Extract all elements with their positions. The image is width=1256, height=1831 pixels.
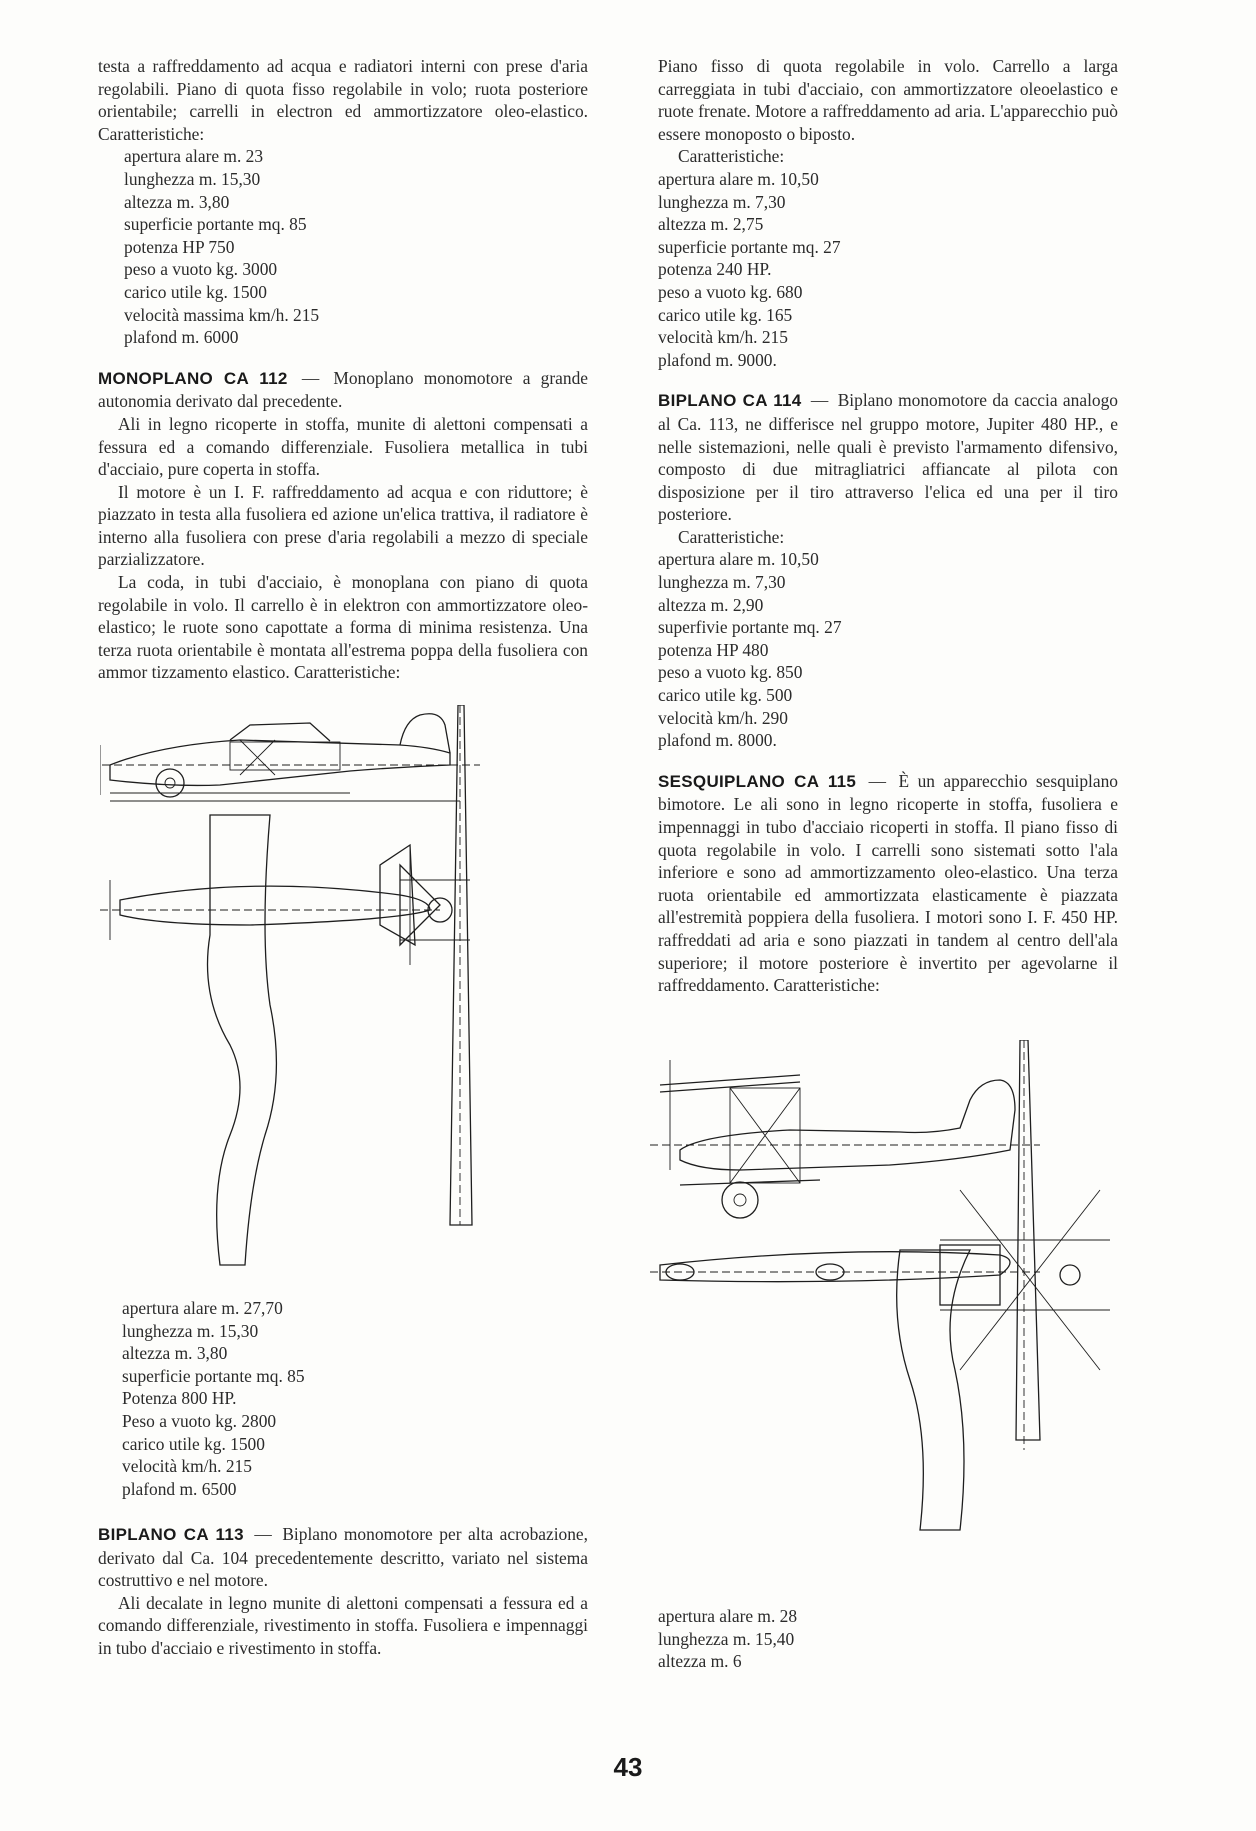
spec-item: plafond m. 9000. <box>658 349 777 370</box>
spec-item: plafond m. 8000. <box>658 730 777 751</box>
spec-item: carico utile kg. 500 <box>658 685 793 706</box>
ca112-heading-paragraph <box>98 367 588 413</box>
spec-item: lunghezza m. 7,30 <box>658 572 786 593</box>
spec-item: apertura alare m. 28 <box>658 1606 798 1626</box>
spec-item: carico utile kg. 165 <box>658 304 793 325</box>
spec-item: apertura alare m. 10,50 <box>658 168 819 189</box>
spec-item: apertura alare m. 23 <box>124 146 264 167</box>
ca112-drawing-svg <box>100 705 570 1285</box>
ca115-lead: È un apparecchio sesquiplano bimotore. Le ali sono in legno ricoperte in stoffa, fusoliera e impennaggi in tubo d'acciaio ricoperti in stoffa. Il piano fisso di quota regolabile in volo. I carrelli sono sistemati sotto l'ala inferiore e sono ad ammortizzamento oleo-elastico. Una terza ruota orientabile ed ammortizzata elasticamente è piazzata all'estremità poppiera della fusoliera. I motori sono I. F. 450 HP. raffreddati ad aria e sono piazzati in tandem al centro dell'ala superiore; il motore posteriore è invertito per agevolarne il raffreddamento. Caratteristiche: <box>658 770 1119 996</box>
spec-item: plafond m. 6500 <box>122 1478 237 1499</box>
side-view <box>100 714 480 801</box>
ca112-spec-list <box>122 1297 305 1500</box>
ca112-lead: Monoplano monomotore a grande autonomia derivato dal precedente. <box>98 367 588 412</box>
spec-item: altezza m. 3,80 <box>124 191 230 212</box>
spec-list-ca113 <box>658 168 1118 371</box>
dash: — <box>254 1524 272 1544</box>
ca114-heading-paragraph <box>658 389 1118 526</box>
ca115-spec-list <box>658 1605 797 1673</box>
spec-item: peso a vuoto kg. 680 <box>658 281 803 302</box>
ca115-heading-paragraph <box>658 770 1118 997</box>
spec-item: lunghezza m. 15,40 <box>658 1628 795 1649</box>
top-view <box>100 815 440 1265</box>
spec-item: potenza 240 HP. <box>658 259 772 280</box>
spec-item: superficie portante mq. 27 <box>658 236 841 257</box>
ca113-title: BIPLANO CA 113 <box>98 1525 244 1544</box>
right-intro-label: Caratteristiche: <box>678 146 785 167</box>
spec-item: superfivie portante mq. 27 <box>658 617 842 638</box>
spec-item: carico utile kg. 1500 <box>124 281 267 302</box>
dash: — <box>301 367 320 388</box>
ca112-paragraph-2: Il motore è un I. F. raffreddamento ad acqua e con riduttore; è piazzato in testa alla fusoliera ed azione un'elica trattiva, il radiatore è interno alla fusoliera con prese d'aria regolabili a mezzo di speciale parzializzatore. <box>98 481 588 570</box>
spec-item: altezza m. 2,75 <box>658 214 764 235</box>
side-view <box>650 1060 1040 1218</box>
left-column <box>98 55 588 684</box>
ca113-paragraph-1: Ali decalate in legno munite di alettoni compensati a fessura ed a comando differenziale, rivestimento in stoffa. Fusoliera e impennaggi in tubo d'acciaio e rivestimento in stoffa. <box>98 1592 588 1658</box>
spec-item: velocità massima km/h. 215 <box>124 304 320 325</box>
spec-item: lunghezza m. 7,30 <box>658 191 786 212</box>
ca114-title: BIPLANO CA 114 <box>658 391 802 411</box>
spec-item: superficie portante mq. 85 <box>124 214 307 235</box>
right-column <box>658 55 1118 997</box>
right-intro-paragraph: Piano fisso di quota regolabile in volo. Carrello a larga carreggiata in tubi d'acciaio, con ammortizzatore oleoelastico e ruote frenate. Motore a raffreddamento ad aria. L'apparecchio può essere monoposto o biposto. <box>658 56 1118 144</box>
ca112-paragraph-1: Ali in legno ricoperte in stoffa, munite di alettoni compensati a fessura ed a comando differenziale. Fusoliera metallica in tubi d'acciaio, pure coperta in stoffa. <box>98 413 588 480</box>
spec-item: altezza m. 2,90 <box>658 594 764 615</box>
ca113-lead: Biplano monomotore per alta acrobazione, derivato dal Ca. 104 precedentemente descritto, variato nel sistema costruttivo e nel motore. <box>98 1524 588 1591</box>
spec-item: altezza m. 3,80 <box>122 1343 228 1364</box>
dash: — <box>810 390 829 411</box>
ca112-three-view-drawing <box>100 705 570 1285</box>
ca115-specs <box>658 1605 797 1673</box>
ca112-specs <box>122 1297 305 1500</box>
spec-item: velocità km/h. 215 <box>658 327 788 348</box>
ca113-heading-paragraph <box>98 1523 588 1592</box>
spec-item: apertura alare m. 10,50 <box>658 549 819 570</box>
spec-item: peso a vuoto kg. 850 <box>658 662 803 683</box>
spec-item: carico utile kg. 1500 <box>122 1433 265 1454</box>
spec-item: peso a vuoto kg. 3000 <box>124 259 278 280</box>
spec-list-previous <box>98 145 588 348</box>
spec-item: superficie portante mq. 85 <box>122 1365 305 1386</box>
dash: — <box>868 770 887 791</box>
ca115-three-view-drawing <box>640 1040 1120 1580</box>
ca114-label: Caratteristiche: <box>678 526 785 547</box>
spec-item: apertura alare m. 27,70 <box>122 1298 283 1318</box>
spec-item: plafond m. 6000 <box>124 327 239 348</box>
spec-item: Potenza 800 HP. <box>122 1388 237 1409</box>
spec-item: velocità km/h. 215 <box>122 1456 252 1477</box>
page-number: 43 <box>613 1752 643 1782</box>
front-view <box>400 705 472 1225</box>
spec-item: velocità km/h. 290 <box>658 707 788 728</box>
top-view <box>650 1250 1040 1530</box>
ca115-drawing-svg <box>640 1040 1120 1580</box>
spec-list-ca114 <box>658 548 1118 751</box>
ca113-section <box>98 1523 588 1660</box>
ca115-title: SESQUIPLANO CA 115 <box>658 771 857 791</box>
spec-item: Peso a vuoto kg. 2800 <box>122 1410 277 1431</box>
ca112-title: MONOPLANO CA 112 <box>98 368 288 388</box>
spec-item: potenza HP 480 <box>658 639 769 660</box>
ca114-lead: Biplano monomotore da caccia analogo al Ca. 113, ne differisce nel gruppo motore, Jupiter 480 HP., e nelle sistemazioni, nelle quali è previsto l'armamento difensivo, composto di due mitragliatrici affiancate al pilota con disposizione per il tiro attraverso l'elica ed una per il tiro posteriore. <box>658 390 1118 525</box>
intro-paragraph: testa a raffreddamento ad acqua e radiatori interni con prese d'aria regolabili. Piano di quota fisso regolabile in volo; ruota posteriore orientabile; carrelli in electron ed ammortizzatore oleo-elastico. Caratteristiche: <box>98 56 588 144</box>
spec-item: potenza HP 750 <box>124 236 235 257</box>
front-view <box>940 1040 1110 1450</box>
spec-item: lunghezza m. 15,30 <box>122 1320 259 1341</box>
spec-item: lunghezza m. 15,30 <box>124 168 261 189</box>
ca112-paragraph-3: La coda, in tubi d'acciaio, è monoplana con piano di quota regolabile in volo. Il carrello è in elektron con ammortizzatore oleo-elastico; le ruote sono capottate a forma di minima resistenza. Una terza ruota orientabile è montata all'estrema poppa della fusoliera con ammor tizzamento elastico. Caratteristiche: <box>98 572 588 683</box>
spec-item: altezza m. 6 <box>658 1651 742 1672</box>
